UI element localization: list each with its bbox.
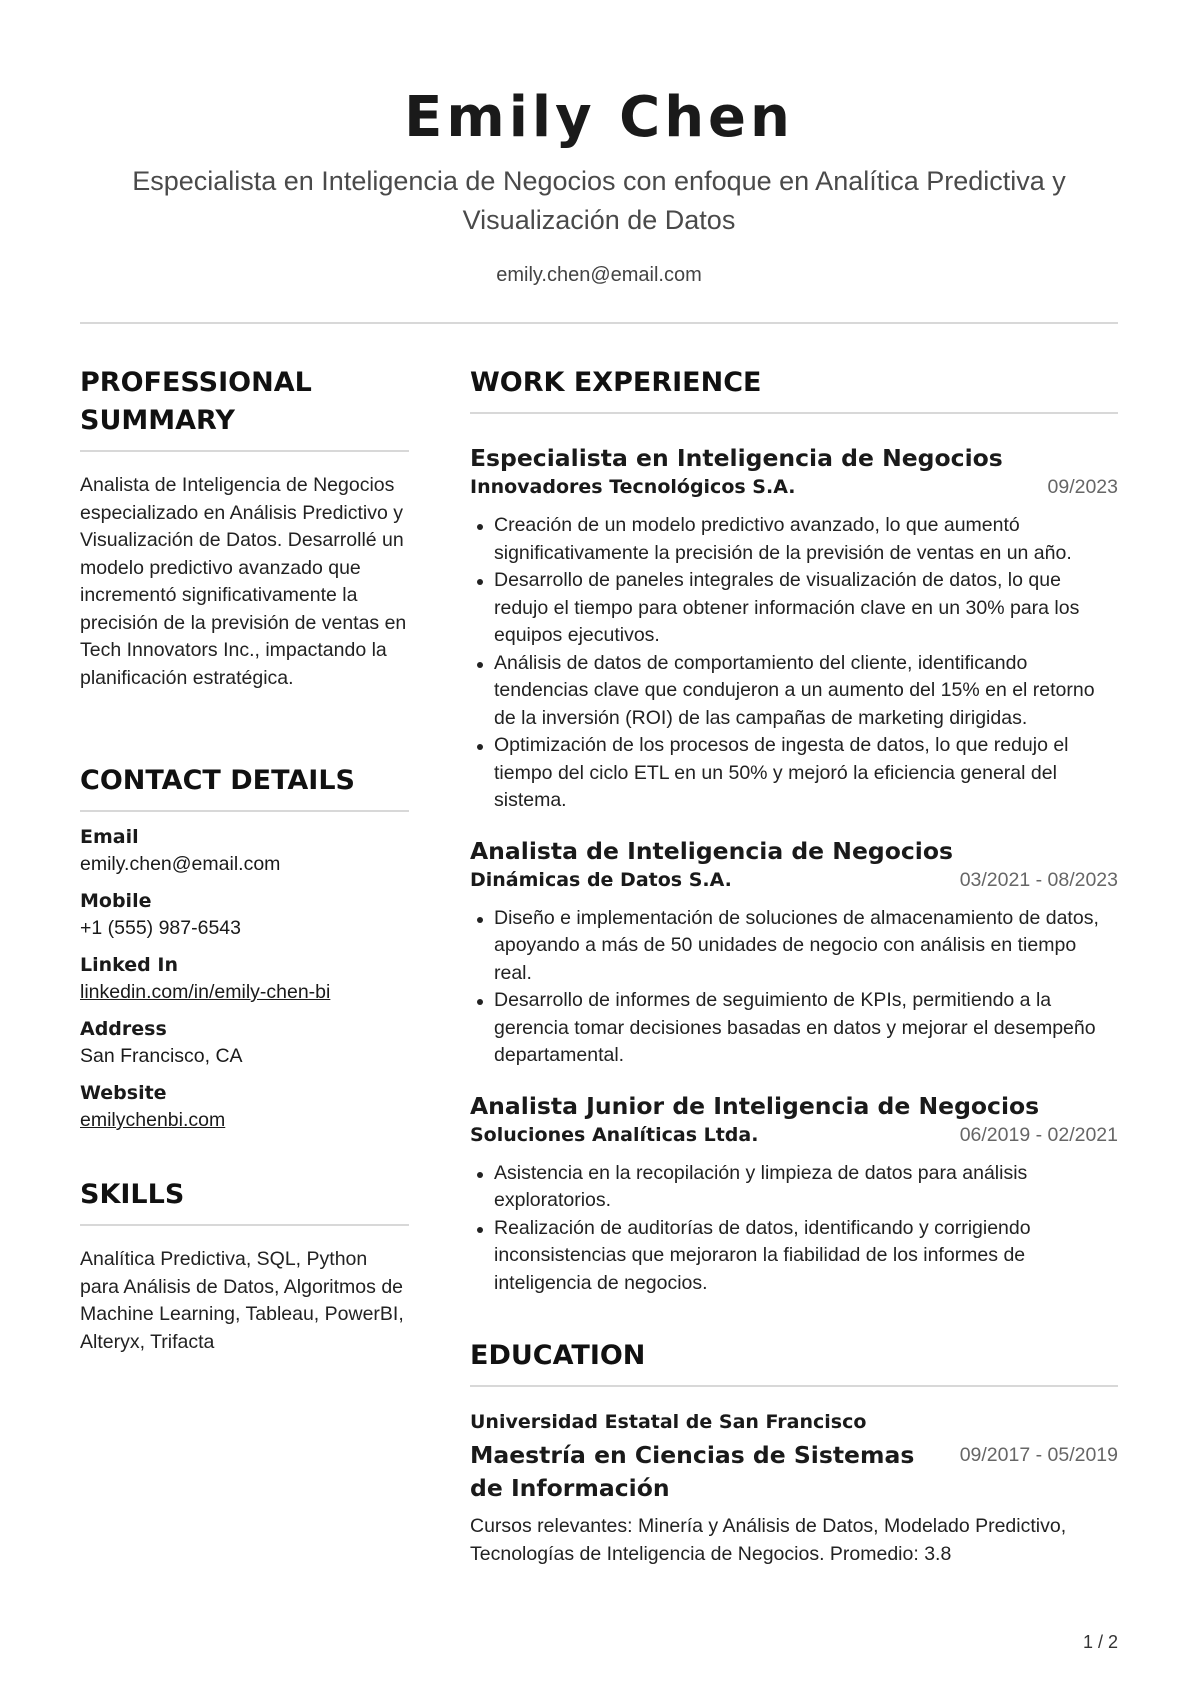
job-bullet: Análisis de datos de comportamiento del cliente, identificando tendencias clave que condujeron a un aumento del 15% en el retorno de la inversión (ROI) de las campañas de marketing dirigidas. [470,650,1118,733]
job-bullet: Desarrollo de paneles integrales de visualización de datos, lo que redujo el tiempo para obtener información clave en un 30% para los equipos ejecutivos. [470,567,1118,650]
linkedin-link[interactable]: linkedin.com/in/emily-chen-bi [80,981,331,1003]
section-divider [80,1224,409,1226]
job-entry [470,835,1118,1070]
job-bullet: Asistencia en la recopilación y limpieza de datos para análisis exploratorios. [470,1160,1118,1215]
job-company: Innovadores Tecnológicos S.A. [470,476,796,498]
skills-heading: SKILLS [80,1179,185,1210]
job-title: Analista de Inteligencia de Negocios [470,836,953,865]
section-divider [80,450,409,452]
job-bullet: Diseño e implementación de soluciones de almacenamiento de datos, apoyando a más de 50 unidades de negocio con análisis en tiempo real. [470,905,1118,988]
job-title: Especialista en Inteligencia de Negocios [470,444,1003,472]
job-title: Analista Junior de Inteligencia de Negocios [470,1091,1040,1120]
contact-list [80,824,409,1134]
job-bullets [470,1160,1118,1298]
job-meta [470,867,1118,893]
header-email: emily.chen@email.com [496,264,702,286]
summary-heading: PROFESSIONAL SUMMARY [80,367,312,436]
contact-heading: CONTACT DETAILS [80,765,355,796]
education-section [470,1337,1118,1568]
skills-text: Analítica Predictiva, SQL, Python para Análisis de Datos, Algoritmos de Machine Learning, Tableau, PowerBI, Alteryx, Trifacta [80,1248,404,1353]
email-value: emily.chen@email.com [80,853,281,875]
job-meta [470,474,1118,500]
left-column [80,364,409,1356]
section-divider [470,412,1118,414]
mobile-value: +1 (555) 987-6543 [80,917,241,939]
website-link[interactable]: emilychenbi.com [80,1109,226,1131]
job-bullet: Optimización de los procesos de ingesta de datos, lo que redujo el tiempo del ciclo ETL en un 50% y mejoró la eficiencia general del sistema. [470,732,1118,815]
job-entry [470,1090,1118,1298]
candidate-name: Emily Chen [404,85,794,150]
school-name: Universidad Estatal de San Francisco [470,1411,867,1433]
summary-section [80,364,409,692]
job-bullet: Desarrollo de informes de seguimiento de KPIs, permitiendo a la gerencia tomar decisiones basadas en datos y mejorar el desempeño departamental. [470,987,1118,1070]
degree-title: Maestría en Ciencias de Sistemas de Información [470,1441,915,1502]
degree-row [470,1439,1118,1505]
right-column [470,364,1118,1568]
mobile-label: Mobile [80,890,152,912]
candidate-headline: Especialista en Inteligencia de Negocios con enfoque en Analítica Predictiva y Visualización de Datos [132,166,1066,235]
education-heading: EDUCATION [470,1340,646,1371]
header-divider [80,322,1118,324]
job-company: Soluciones Analíticas Ltda. [470,1123,759,1146]
section-divider [470,1385,1118,1387]
job-bullet: Creación de un modelo predictivo avanzado, lo que aumentó significativamente la precisión de la previsión de ventas en un año. [470,512,1118,567]
experience-heading: WORK EXPERIENCE [470,367,762,398]
summary-text: Analista de Inteligencia de Negocios especializado en Análisis Predictivo y Visualización de Datos. Desarrollé un modelo predictivo avanzado que incrementó significativamente la precisión de la previsión de ventas en Tech Innovators Inc., impactando la planificación estratégica. [80,474,407,689]
email-label: Email [80,826,139,848]
skills-section [80,1176,409,1356]
education-dates: 09/2017 - 05/2019 [959,1444,1118,1466]
job-bullets [470,905,1118,1070]
contact-section [80,762,409,1134]
resume-header [80,80,1118,288]
education-courses: Cursos relevantes: Minería y Análisis de Datos, Modelado Predictivo, Tecnologías de Inteligencia de Negocios. Promedio: 3.8 [470,1515,1067,1565]
address-label: Address [80,1018,167,1040]
address-value: San Francisco, CA [80,1045,243,1067]
page-number: 1 / 2 [1082,1632,1118,1652]
job-dates: 03/2021 - 08/2023 [959,868,1118,891]
job-entry [470,442,1118,815]
experience-section [470,364,1118,1297]
job-company: Dinámicas de Datos S.A. [470,868,732,891]
linkedin-label: Linked In [80,954,178,976]
section-divider [80,810,409,812]
job-bullet: Realización de auditorías de datos, identificando y corrigiendo inconsistencias que mejoraron la fiabilidad de los informes de inteligencia de negocios. [470,1215,1118,1298]
job-meta [470,1122,1118,1148]
job-dates: 09/2023 [1047,476,1118,498]
job-bullets [470,512,1118,815]
job-dates: 06/2019 - 02/2021 [959,1123,1118,1146]
website-label: Website [80,1082,167,1104]
